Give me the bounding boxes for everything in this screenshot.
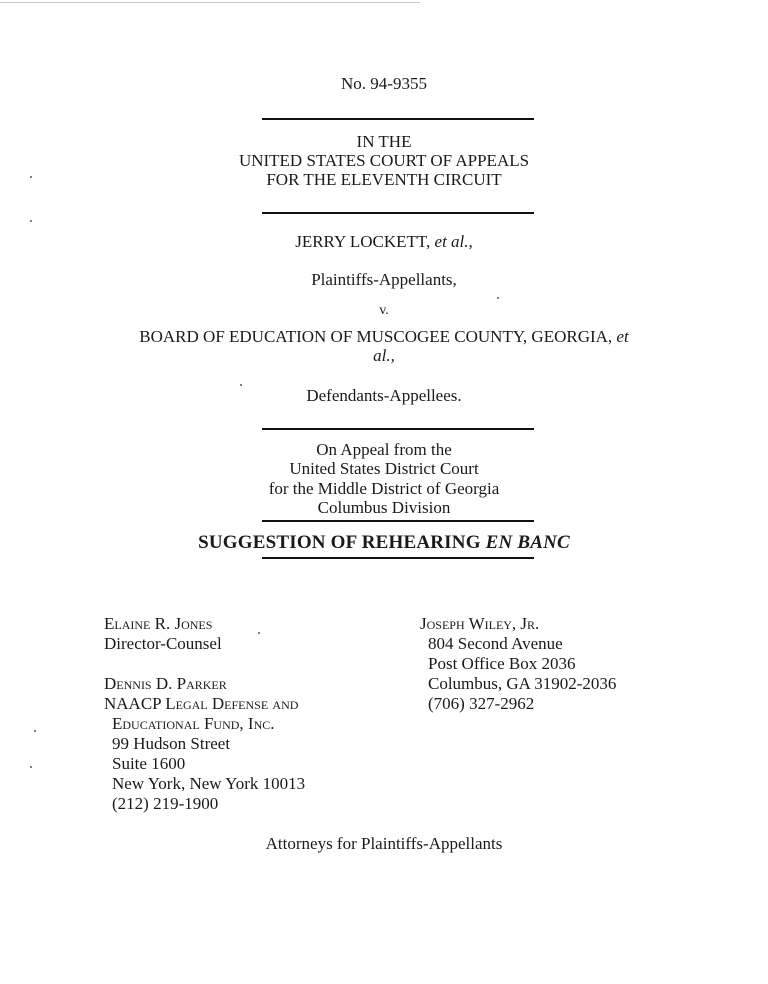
- defendant-role: Defendants-Appellees.: [306, 386, 462, 405]
- scan-speck: [30, 176, 32, 178]
- phone-number: (706) 327-2962: [428, 694, 535, 713]
- divider-rule: [262, 212, 534, 214]
- court-line-2: UNITED STATES COURT OF APPEALS: [238, 151, 530, 170]
- title-en-banc: EN BANC: [485, 532, 570, 553]
- organization-line: NAACP Legal Defense and: [104, 694, 299, 713]
- plaintiff-name-text: JERRY LOCKETT,: [295, 232, 435, 251]
- scan-speck: [30, 766, 32, 768]
- appeal-line-3: for the Middle District of Georgia: [268, 479, 500, 498]
- scan-speck: [240, 384, 242, 386]
- counsel-name: Elaine R. Jones: [104, 614, 213, 633]
- appeal-line-1: On Appeal from the: [316, 440, 452, 459]
- address-line: Columbus, GA 31902-2036: [428, 674, 617, 693]
- address-line: Suite 1600: [112, 754, 186, 773]
- attorneys-for: Attorneys for Plaintiffs-Appellants: [265, 834, 503, 853]
- counsel-name: Joseph Wiley, Jr.: [420, 614, 540, 633]
- appeal-line-4: Columbus Division: [317, 498, 451, 517]
- scan-edge-line: [0, 2, 420, 3]
- scan-speck: [30, 220, 32, 222]
- address-line: Post Office Box 2036: [428, 654, 576, 673]
- scan-speck: [497, 297, 499, 299]
- court-line-3: FOR THE ELEVENTH CIRCUIT: [266, 170, 502, 189]
- appeal-line-2: United States District Court: [289, 459, 479, 478]
- defendant-name-text: BOARD OF EDUCATION OF MUSCOGEE COUNTY, GEORGIA,: [139, 327, 617, 346]
- divider-rule: [262, 118, 534, 120]
- title-main: SUGGESTION OF REHEARING: [198, 532, 486, 553]
- versus: v.: [379, 303, 389, 318]
- divider-rule: [262, 557, 534, 559]
- defendant-al: al.,: [373, 346, 395, 365]
- address-line: 99 Hudson Street: [112, 734, 231, 753]
- docket-number: No. 94-9355: [341, 74, 427, 93]
- defendant-et: et: [616, 327, 629, 346]
- phone-number: (212) 219-1900: [112, 794, 219, 813]
- counsel-left: [104, 614, 305, 814]
- court-line-1: IN THE: [356, 132, 412, 151]
- document-title: [0, 533, 768, 553]
- plaintiff-et-al: et al.,: [434, 232, 473, 251]
- counsel-name: Dennis D. Parker: [104, 674, 227, 693]
- plaintiff-name: [0, 232, 768, 252]
- scan-speck: [34, 730, 36, 732]
- defendant-name: [0, 327, 768, 347]
- organization-line: Educational Fund, Inc.: [112, 714, 275, 733]
- counsel-right: [420, 614, 616, 714]
- divider-rule: [262, 520, 534, 522]
- address-line: 804 Second Avenue: [428, 634, 563, 653]
- divider-rule: [262, 428, 534, 430]
- scan-speck: [258, 632, 260, 634]
- plaintiff-role: Plaintiffs-Appellants,: [311, 270, 457, 289]
- counsel-title: Director-Counsel: [104, 634, 222, 653]
- address-line: New York, New York 10013: [112, 774, 306, 793]
